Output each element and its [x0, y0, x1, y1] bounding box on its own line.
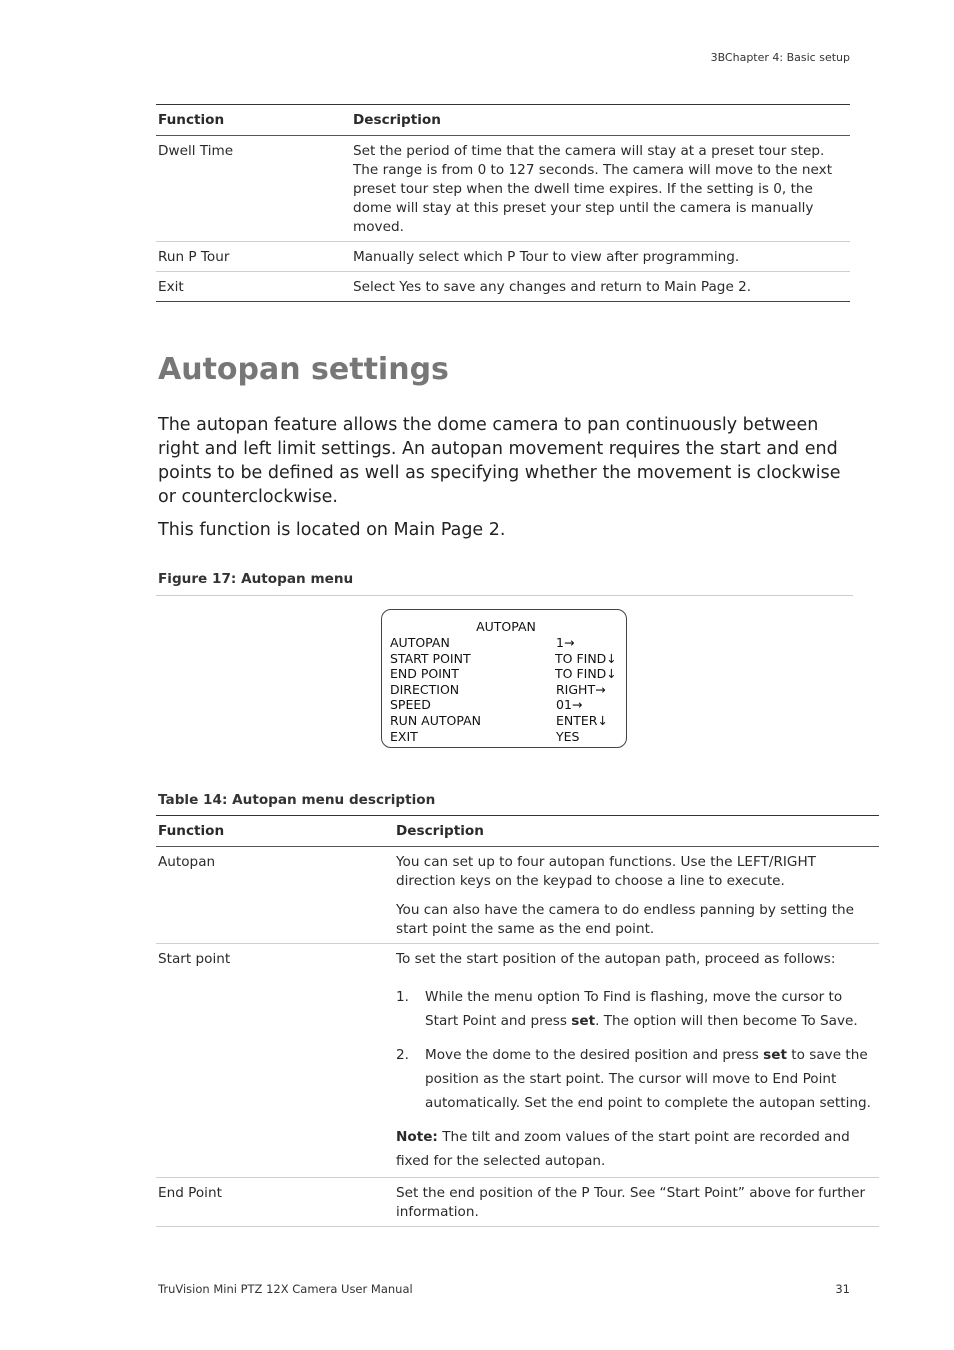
- menu-row: [390, 729, 618, 745]
- tour-settings-table: [156, 104, 850, 302]
- caption-divider: [156, 595, 853, 596]
- description-cell: Select Yes to save any changes and return to Main Page 2.: [351, 272, 850, 302]
- column-header-description: Description: [394, 816, 879, 847]
- step-keyword: set: [763, 1047, 787, 1063]
- function-cell: End Point: [156, 1178, 394, 1227]
- step-text: to save the position as the start point. The cursor will move to End Point automatically. Set the end point to complete the autopan setting.: [425, 1047, 871, 1111]
- table-row-start-point: [156, 944, 879, 1178]
- figure-caption: Figure 17: Autopan menu: [158, 571, 354, 587]
- step-number: 1.: [396, 989, 409, 1005]
- description-paragraph: To set the start position of the autopan path, proceed as follows:: [396, 951, 836, 967]
- menu-label: SPEED: [390, 697, 431, 713]
- menu-row: [390, 682, 618, 698]
- menu-label: RUN AUTOPAN: [390, 713, 481, 728]
- note-text: The tilt and zoom values of the start point are recorded and fixed for the selected autopan.: [396, 1129, 850, 1169]
- steps-list: [396, 985, 879, 1115]
- function-cell: Dwell Time: [156, 136, 351, 242]
- list-item: [396, 1043, 879, 1115]
- step-text: Move the dome to the desired position and press: [425, 1047, 764, 1063]
- location-paragraph: This function is located on Main Page 2.: [158, 520, 506, 540]
- section-title: Autopan settings: [158, 352, 449, 387]
- table-row: [156, 242, 850, 272]
- menu-label: END POINT: [390, 666, 459, 682]
- step-text: . The option will then become To Save.: [595, 1013, 858, 1029]
- table-header-row: [156, 105, 850, 136]
- table-header-row: [156, 816, 879, 847]
- menu-row: [390, 635, 618, 651]
- menu-row: [390, 666, 618, 682]
- autopan-menu-figure: [381, 609, 627, 748]
- function-cell: Run P Tour: [156, 242, 351, 272]
- menu-value: YES: [556, 728, 580, 744]
- list-item: [396, 985, 879, 1033]
- function-cell: Start point: [156, 944, 394, 1178]
- step-keyword: set: [571, 1013, 596, 1029]
- menu-label: AUTOPAN: [390, 635, 450, 650]
- description-cell: [394, 944, 879, 1178]
- column-header-function: Function: [156, 105, 351, 136]
- function-cell: Exit: [156, 272, 351, 302]
- table-row-end-point: [156, 1178, 879, 1227]
- description-cell: [394, 847, 879, 944]
- menu-value: ENTER↓: [556, 713, 608, 728]
- table-row: [156, 136, 850, 242]
- menu-label: START POINT: [390, 650, 471, 666]
- intro-paragraph: The autopan feature allows the dome camera to pan continuously between right and left limit settings. An autopan movement requires the start and end points to be defined as well as specifying whether the movement is clockwise or counterclockwise.: [158, 415, 841, 507]
- step-number: 2.: [396, 1047, 409, 1063]
- menu-value: TO FIND↓: [555, 650, 617, 666]
- running-header: 3BChapter 4: Basic setup: [710, 51, 850, 64]
- menu-value: RIGHT→: [556, 681, 606, 697]
- page-number: 31: [835, 1282, 850, 1296]
- description-cell: Set the period of time that the camera will stay at a preset tour step. The range is from 0 to 127 seconds. The camera will move to the next preset tour step when the dwell time expires. If the setting is 0, the dome will stay at this preset your step until the camera is manually moved.: [351, 136, 850, 242]
- column-header-description: Description: [351, 105, 850, 136]
- table-row: [156, 272, 850, 302]
- note-paragraph: [396, 1125, 879, 1173]
- menu-value: 1→: [556, 635, 575, 650]
- note-label: Note:: [396, 1129, 438, 1145]
- step-text: While the menu option To Find is flashing, move the cursor to Start Point and press: [425, 989, 843, 1029]
- description-cell: Set the end position of the P Tour. See “Start Point” above for further information.: [394, 1178, 879, 1227]
- menu-label: EXIT: [390, 728, 418, 744]
- menu-value: TO FIND↓: [555, 666, 617, 682]
- table-caption: Table 14: Autopan menu description: [158, 792, 436, 808]
- column-header-function: Function: [156, 816, 394, 847]
- menu-row: [390, 651, 618, 667]
- menu-row: [390, 697, 618, 713]
- footer-title: TruVision Mini PTZ 12X Camera User Manual: [158, 1282, 413, 1296]
- menu-row: [390, 713, 618, 729]
- description-cell: Manually select which P Tour to view after programming.: [351, 242, 850, 272]
- autopan-description-table: [156, 815, 879, 1227]
- table-row-autopan: [156, 847, 879, 944]
- menu-title: AUTOPAN: [476, 619, 536, 634]
- menu-label: DIRECTION: [390, 681, 460, 697]
- description-paragraph: You can set up to four autopan functions. Use the LEFT/RIGHT direction keys on the keypad to choose a line to execute.: [396, 854, 816, 889]
- function-cell: Autopan: [156, 847, 394, 944]
- menu-value: 01→: [556, 697, 583, 713]
- description-paragraph: You can also have the camera to do endless panning by setting the start point the same as the end point.: [396, 902, 855, 937]
